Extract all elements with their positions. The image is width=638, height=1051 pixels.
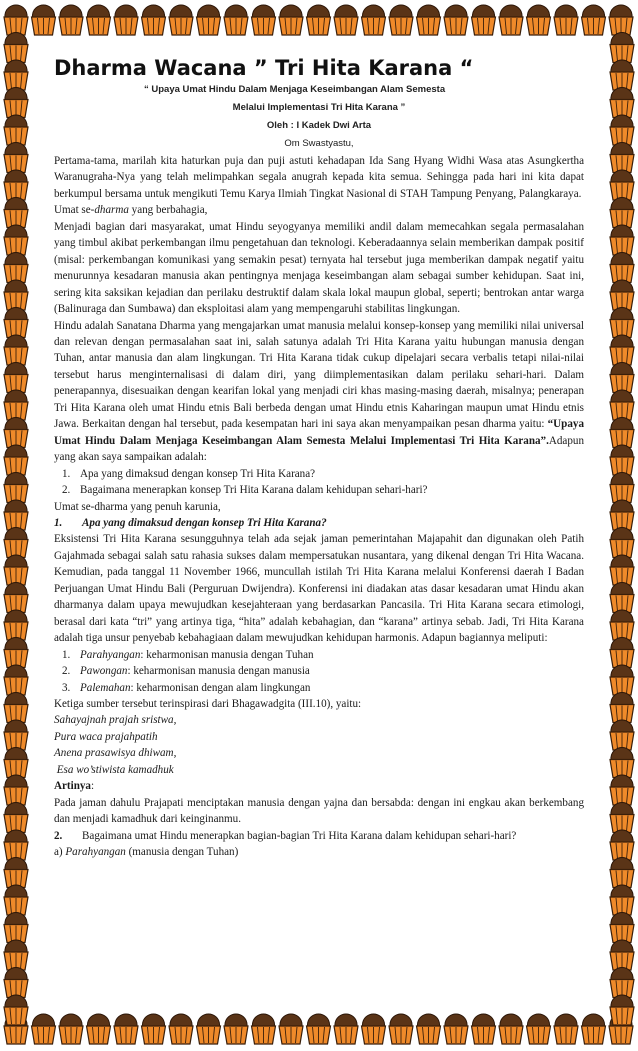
cupcake-icon: [4, 143, 28, 173]
cupcake-icon: [610, 830, 634, 860]
cupcake-icon: [307, 1014, 331, 1044]
list-item: 1. Parahyangan: keharmonisan manusia dengan Tuhan: [62, 648, 314, 661]
cupcake-icon: [4, 390, 28, 420]
cupcake-icon: [472, 5, 496, 35]
cupcake-icon: [362, 1014, 386, 1044]
cupcake-icon: [4, 528, 28, 558]
cupcake-icon: [114, 5, 138, 35]
parts-list: [54, 647, 584, 696]
cupcake-icon: [4, 913, 28, 943]
cupcake-icon: [87, 5, 111, 35]
cupcake-icon: [610, 473, 634, 503]
subtitle-line-2: Melalui Implementasi Tri Hita Karana ”: [232, 102, 406, 113]
greeting: Om Swastyastu,: [284, 138, 354, 149]
meaning-text: Pada jaman dahulu Prajapati menciptakan manusia dengan yajna dan bersabda: dengan ini engkau akan berkembang dan menjadi kamadhuk dari keinginanmu.: [54, 796, 584, 826]
address-line: Umat se-dharma yang berbahagia,: [54, 204, 208, 217]
cupcake-icon: [4, 748, 28, 778]
cupcake-icon: [610, 913, 634, 943]
cupcake-icon: [4, 555, 28, 585]
cupcake-icon: [610, 995, 634, 1025]
list-item: 2. Pawongan: keharmonisan manusia dengan manusia: [62, 665, 310, 678]
cupcake-icon: [610, 390, 634, 420]
cupcake-icon: [610, 363, 634, 393]
cupcake-icon: [610, 225, 634, 255]
cupcake-icon: [279, 1014, 303, 1044]
cupcake-icon: [4, 33, 28, 63]
cupcake-icon: [4, 830, 28, 860]
cupcake-icon: [4, 60, 28, 90]
cupcake-icon: [417, 1014, 441, 1044]
cupcake-icon: [4, 363, 28, 393]
paragraph-intro: Hindu adalah Sanatana Dharma yang mengajarkan umat manusia melalui konsep-konsep yang memiliki nilai universal dan relevan dengan permasalahan saat ini, salah satunya adalah Tri Hita Karana yaitu hubungan manusia dengan Tuhan, antar manusia dan alam lingkungan. Tri Hita Karana tidak cukup dipelajari secara verbalis tetapi nilai-nilai tersebut harus menginternalisasi di dalam diri, yang diimplementasikan dalam perilaku sehari-hari. Dalam penerapannya, disesuaikan dengan kearifan lokal yang menjadi ciri khas masing-masing daerah, misalnya; penerapan Tri Hita Karana oleh umat Hindu etnis Bali berbeda dengan umat Hindu etnis Kaharingan maupun umat Hindu etnis Jawa. Berkaitan dengan hal tersebut, pada kesempatan hari ini saya akan menyampaikan pesan dharma yaitu: “Upaya Umat Hindu Dalam Menjaga Keseimbangan Alam Semesta Melalui Implementasi Tri Hita Karana”.Adapun yang akan saya sampaikan adalah:: [54, 319, 584, 464]
cupcake-icon: [59, 5, 83, 35]
cupcake-icon: [4, 940, 28, 970]
cupcake-icon: [87, 1014, 111, 1044]
cupcake-icon: [4, 500, 28, 530]
cupcake-icon: [582, 5, 606, 35]
document-page: [54, 55, 584, 860]
verse-line: Anena prasawisya dhiwam,: [54, 747, 177, 760]
meaning-label: Artinya:: [54, 780, 95, 793]
cupcake-icon: [610, 885, 634, 915]
cupcake-icon: [610, 638, 634, 668]
cupcake-icon: [610, 610, 634, 640]
cupcake-icon: [610, 940, 634, 970]
cupcake-icon: [362, 5, 386, 35]
cupcake-icon: [610, 665, 634, 695]
paragraph-opening: Pertama-tama, marilah kita haturkan puja dan puji astuti kehadapan Ida Sang Hyang Widhi Wasa atas Asungkertha Waranugraha-Nya yang telah melimpahkan segala anugrah kepada kita semua. Sehingga pada hari ini kita dapat berkumpul bersama untuk mengikuti Temu Karya Ilmiah Tingkat Nasional di STAH Tampung Penyang, Palangkaraya.: [54, 155, 584, 200]
cupcake-icon: [4, 803, 28, 833]
cupcake-icon: [197, 5, 221, 35]
cupcake-icon: [609, 5, 633, 35]
list-item: 3. Palemahan: keharmonisan dengan alam lingkungan: [62, 681, 311, 694]
cupcake-icon: [4, 665, 28, 695]
cupcake-icon: [610, 143, 634, 173]
cupcake-icon: [169, 1014, 193, 1044]
cupcake-icon: [389, 5, 413, 35]
cupcake-icon: [610, 583, 634, 613]
cupcake-icon: [610, 803, 634, 833]
cupcake-icon: [610, 968, 634, 998]
cupcake-icon: [610, 445, 634, 475]
cupcake-icon: [4, 88, 28, 118]
cupcake-icon: [4, 885, 28, 915]
cupcake-icon: [4, 995, 28, 1025]
page-title: Dharma Wacana ” Tri Hita Karana “: [54, 56, 474, 80]
cupcake-icon: [4, 445, 28, 475]
cupcake-icon: [610, 720, 634, 750]
author-line: Oleh : I Kadek Dwi Arta: [266, 120, 372, 131]
cupcake-icon: [307, 5, 331, 35]
cupcake-icon: [610, 33, 634, 63]
paragraph-history: Eksistensi Tri Hita Karana sesungguhnya telah ada sejak jaman pemerintahan Majapahit dan digunakan oleh Patih Gajahmada sebagai salah satu rahasia sukses dalam mempersatukan nusantara, yang dikenal dengan Tri Hita Wacana. Kemudian, pada tanggal 11 November 1966, muncullah istilah Tri Hita Karana melalui Konferensi daerah I Badan Perjuangan Umat Hindu Bali (Perguruan Dwijendra). Konferensi ini diadakan atas dasar kesadaran umat Hindu akan dharmanya dalam upaya mewujudkan kesejahteraan yang berdasarkan Pancasila. Tri Hita Karana secara etimologi, berasal dari kata “tri” yang artinya tiga, “hita” adalah kebahagian, dan “karana” artinya sebab. Jadi, Tri Hita Karana adalah tiga unsur penyebab kebahagiaan dalam mewujudkan kehidupan harmonis. Adapun bagiannya meliputi:: [54, 533, 584, 645]
address-line-2: Umat se-dharma yang penuh karunia,: [54, 500, 221, 513]
cupcake-icon: [224, 1014, 248, 1044]
cupcake-icon: [610, 253, 634, 283]
subtitle-line-1: “ Upaya Umat Hindu Dalam Menjaga Keseimbangan Alam Semesta: [144, 84, 446, 95]
cupcake-icon: [142, 5, 166, 35]
cupcake-icon: [610, 693, 634, 723]
cupcake-icon: [4, 115, 28, 145]
subsection-a: a) Parahyangan (manusia dengan Tuhan): [54, 846, 239, 859]
cupcake-icon: [4, 280, 28, 310]
cupcake-icon: [610, 60, 634, 90]
cupcake-icon: [554, 5, 578, 35]
cupcake-icon: [610, 748, 634, 778]
cupcake-icon: [472, 1014, 496, 1044]
cupcake-icon: [197, 1014, 221, 1044]
cupcake-icon: [527, 5, 551, 35]
cupcake-icon: [610, 335, 634, 365]
cupcake-icon: [334, 5, 358, 35]
cupcake-icon: [279, 5, 303, 35]
cupcake-icon: [4, 253, 28, 283]
cupcake-icon: [4, 225, 28, 255]
cupcake-icon: [252, 1014, 276, 1044]
paragraph-background: Menjadi bagian dari masyarakat, umat Hindu seyogyanya memiliki andil dalam memecahkan segala permasalahan yang timbul akibat perkembangan ilmu pengetahuan dan teknologi. Keberadaannya selain memberikan dampak positif (misal: perkembangan komunikasi yang semakin pesat) ternyata hal tersebut juga memberikan dampak negatif yaitu menurunnya kesadaran manusia akan pentingnya menjaga keseimbangan alam sebagai sumber kehidupan. Saat ini, sering kita saksikan kejadian dan perilaku destruktif dalam skala lokal maupun global, seperti; bentrokan antar warga (Balinuraga dan Sumbawa) dan eksploitasi alam yang mempengaruhi stabilitas lingkungan.: [54, 220, 584, 316]
cupcake-icon: [417, 5, 441, 35]
cupcake-icon: [4, 968, 28, 998]
list-item: 2. Bagaimana menerapkan konsep Tri Hita Karana dalam kehidupan sehari-hari?: [62, 484, 428, 497]
cupcake-icon: [4, 720, 28, 750]
cupcake-icon: [554, 1014, 578, 1044]
cupcake-icon: [4, 583, 28, 613]
cupcake-icon: [4, 693, 28, 723]
cupcake-icon: [4, 418, 28, 448]
cupcake-icon: [610, 198, 634, 228]
cupcake-icon: [32, 1014, 56, 1044]
cupcake-icon: [610, 528, 634, 558]
cupcake-icon: [4, 308, 28, 338]
cupcake-icon: [224, 5, 248, 35]
section-heading-2: 2. Bagaimana umat Hindu menerapkan bagian-bagian Tri Hita Karana dalam kehidupan sehari-hari?: [54, 829, 517, 842]
cupcake-icon: [610, 308, 634, 338]
cupcake-icon: [389, 1014, 413, 1044]
cupcake-icon: [610, 858, 634, 888]
cupcake-icon: [499, 1014, 523, 1044]
cupcake-icon: [4, 5, 28, 35]
cupcake-icon: [59, 1014, 83, 1044]
cupcake-icon: [610, 115, 634, 145]
question-list: [54, 466, 584, 499]
cupcake-icon: [4, 198, 28, 228]
cupcake-icon: [4, 638, 28, 668]
cupcake-icon: [4, 335, 28, 365]
sloka-verse: [54, 712, 584, 778]
cupcake-icon: [444, 1014, 468, 1044]
section-heading-1: 1. Apa yang dimaksud dengan konsep Tri Hita Karana?: [54, 516, 327, 529]
cupcake-icon: [610, 775, 634, 805]
cupcake-icon: [610, 280, 634, 310]
cupcake-icon: [4, 775, 28, 805]
list-item: 1. Apa yang dimaksud dengan konsep Tri Hita Karana?: [62, 467, 316, 480]
cupcake-icon: [114, 1014, 138, 1044]
cupcake-icon: [4, 473, 28, 503]
cupcake-icon: [610, 500, 634, 530]
verse-line: Sahayajnah prajah sristwa,: [54, 714, 177, 727]
cupcake-icon: [252, 5, 276, 35]
cupcake-icon: [610, 555, 634, 585]
cupcake-icon: [32, 5, 56, 35]
cupcake-icon: [499, 5, 523, 35]
cupcake-icon: [4, 610, 28, 640]
cupcake-icon: [4, 170, 28, 200]
cupcake-icon: [610, 88, 634, 118]
source-line: Ketiga sumber tersebut terinspirasi dari Bhagawadgita (III.10), yaitu:: [54, 697, 362, 710]
cupcake-icon: [527, 1014, 551, 1044]
verse-line: Pura waca prajahpatih: [54, 730, 158, 743]
cupcake-icon: [334, 1014, 358, 1044]
cupcake-icon: [142, 1014, 166, 1044]
verse-line: Esa wo’stiwista kamadhuk: [54, 763, 174, 776]
cupcake-icon: [582, 1014, 606, 1044]
cupcake-icon: [169, 5, 193, 35]
cupcake-icon: [4, 858, 28, 888]
cupcake-icon: [610, 170, 634, 200]
cupcake-icon: [444, 5, 468, 35]
cupcake-icon: [610, 418, 634, 448]
